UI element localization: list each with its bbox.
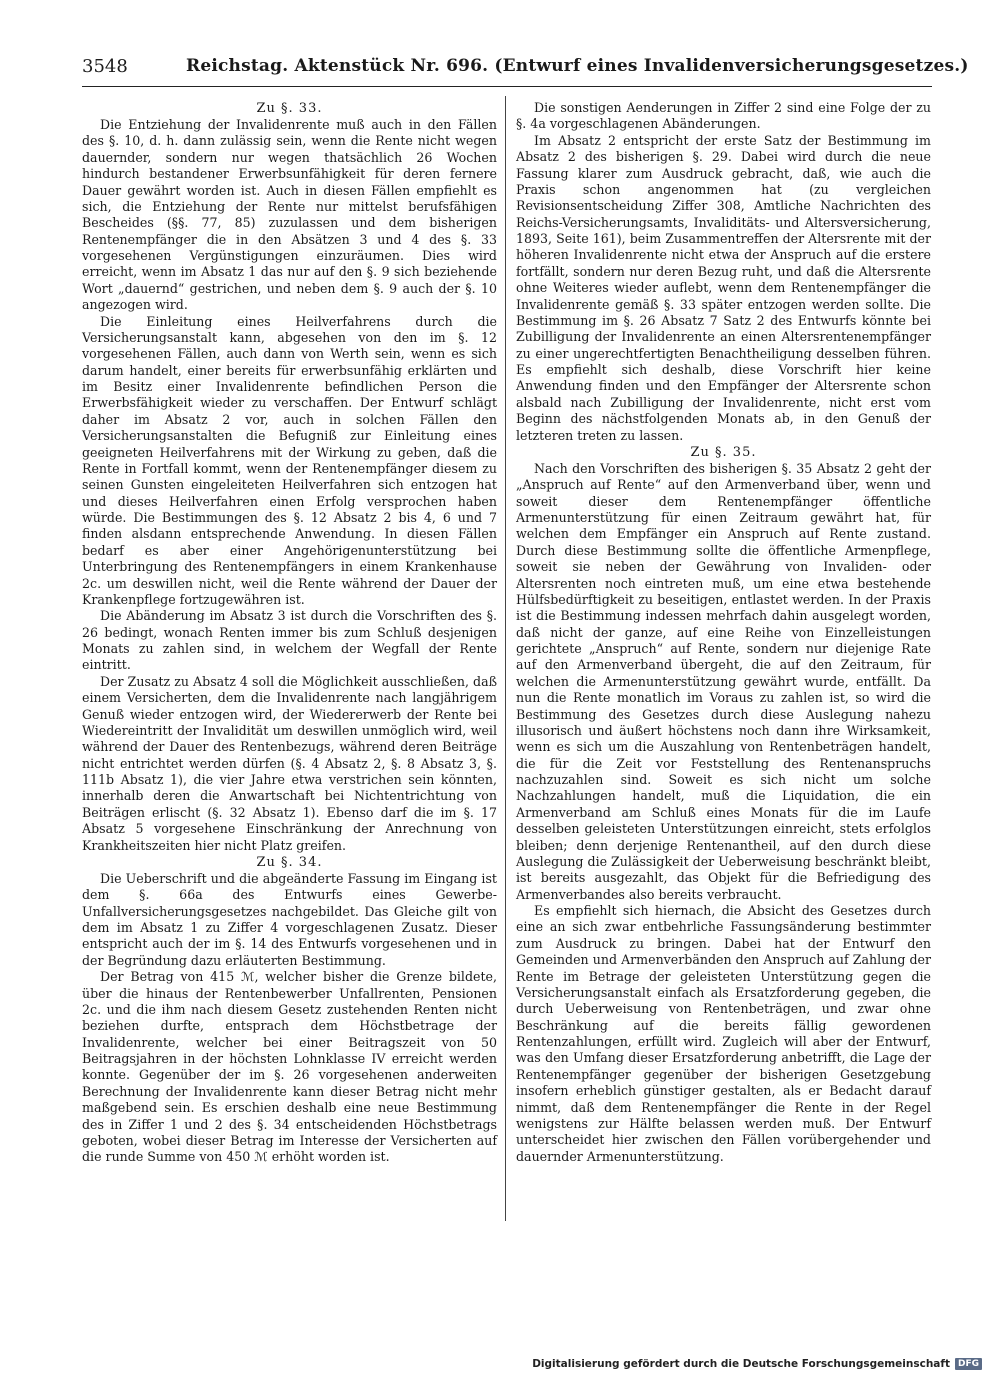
paragraph: Nach den Vorschriften des bisherigen §. 35 Absatz 2 geht der „Anspruch auf Rente“ auf den Armenverband über, wenn und soweit dieser dem Rentenempfänger öffentliche Armenunterstützung für einen Zeitraum gewährt hat, für welchen dem Empfänger ein Anspruch auf Rente zustand. Durch diese Bestimmung sollte die öffentliche Armenpflege, soweit sie neben der Gewährung von Invaliden- oder Altersrenten noch eintreten muß, um eine etwa bestehende Hülfsbedürftigkeit zu beseitigen, entlastet werden. In der Praxis ist die Bestimmung indessen mehrfach dahin ausgelegt worden, daß nicht der ganze, auf eine Reihe von Einzelleistungen gerichtete „Anspruch“ auf Rente, sondern nur diejenige Rate auf den Armenverband übergeht, die auf den Zeitraum, für welchen die Armenunterstützung gewährt wurde, entfällt. Da nun die Rente monatlich im Voraus zu zahlen ist, so wird die Bestimmung des Gesetzes durch diese Auslegung nahezu illusorisch und äußert höchstens noch dann ihre Wirksamkeit, wenn es sich um die Auszahlung von Rentenbeträgen handelt, die für die Zeit vor Feststellung des Rentenanspruchs nachzuzahlen sind. Soweit es sich nicht um solche Nachzahlungen handelt, muß die Liquidation, die ein Armenverband am Schluß eines Monats für die im Laufe desselben geleisteten Unterstützungen einreicht, stets erfolglos bleiben; denn derjenige Rentenantheil, auf den durch diese Auslegung die Zulässigkeit der Ueberweisung beschränkt bleibt, ist bereits ausgezahlt, das Objekt für die Befriedigung des Armenverbandes also bereits verbraucht. bbox=[516, 460, 931, 902]
header-rule bbox=[82, 86, 932, 87]
footer-note: Digitalisierung gefördert durch die Deutsche Forschungsgemeinschaft bbox=[532, 1358, 950, 1370]
right-column bbox=[516, 100, 931, 1165]
paragraph: Der Zusatz zu Absatz 4 soll die Möglichkeit ausschließen, daß einem Versicherten, dem die Invalidenrente nach langjährigem Genuß wieder entzogen wird, der Wiedererwerb der Rente bei Wiedereintritt der Invalidität um deswillen unmöglich wird, weil während der Dauer des Rentenbezugs, während deren Beiträge nicht entrichtet werden dürfen (§. 4 Absatz 2, §. 8 Absatz 3, §. 111b Absatz 1), die vier Jahre etwa verstrichen sein könnten, innerhalb deren die Anwartschaft bei Nichtentrichtung von Beiträgen erlischt (§. 32 Absatz 1). Ebenso darf die im §. 17 Absatz 5 vorgesehene Einschränkung der Anrechnung von Krankheitszeiten hier nicht Platz greifen. bbox=[82, 673, 497, 853]
paragraph: Es empfiehlt sich hiernach, die Absicht des Gesetzes durch eine an sich zwar entbehrliche Fassungsänderung bestimmter zum Ausdruck zu bringen. Dabei hat der Entwurf den Gemeinden und Armenverbänden den Anspruch auf Zahlung der Rente im Betrage der geleisteten Unterstützung gegen die Versicherungsanstalt einfach als Ersatzforderung gegeben, die durch Ueberweisung von Rentenbeträgen, und zwar ohne Beschränkung auf die bereits fällig gewordenen Rentenzahlungen, erfüllt wird. Zugleich will aber der Entwurf, was den Umfang dieser Ersatzforderung anbetrifft, die Lage der Rentenempfänger gegenüber der bisherigen Gesetzgebung insofern erheblich günstiger gestalten, als er Bedacht darauf nimmt, daß dem Rentenempfänger die Rente in der Regel wenigstens zur Hälfte belassen werden muß. Der Entwurf unterscheidet hier zwischen den Fällen vorübergehender und dauernder Armenunterstützung. bbox=[516, 903, 931, 1164]
paragraph: Der Betrag von 415 ℳ, welcher bisher die Grenze bildete, über die hinaus der Rentenbewerber Unfallrenten, Pensionen 2c. und die ihm nach diesem Gesetz zustehenden Renten nicht beziehen durfte, entsprach dem Höchstbetrage der Invalidenrente, welcher bei einer Beitragszeit von 50 Beitragsjahren in der höchsten Lohnklasse IV erreicht werden konnte. Gegenüber der im §. 26 vorgesehenen anderweiten Berechnung der Invalidenrente kann dieser Betrag nicht mehr maßgebend sein. Es erschien deshalb eine neue Bestimmung des in Ziffer 1 und 2 des §. 34 entscheidenden Höchstbetrags geboten, wobei dieser Betrag im Interesse der Versicherten auf die runde Summe von 450 ℳ erhöht worden ist. bbox=[82, 969, 497, 1165]
paragraph: Die Ueberschrift und die abgeänderte Fassung im Eingang ist dem §. 66a des Entwurfs eines Gewerbe-Unfallversicherungsgesetzes nachgebildet. Das Gleiche gilt von dem im Absatz 1 zu Ziffer 4 vorgeschlagenen Zusatz. Dieser entspricht auch der im §. 14 des Entwurfs vorgesehenen und in der Begründung dazu erläuterten Bestimmung. bbox=[82, 870, 497, 968]
paragraph: Die Entziehung der Invalidenrente muß auch in den Fällen des §. 10, d. h. dann zulässig sein, wenn die Rente nicht wegen dauernder, sondern nur wegen thatsächlich 26 Wochen hindurch bestandener Erwerbsunfähigkeit für deren fernere Dauer gewährt worden ist. Auch in diesen Fällen empfiehlt es sich, die Entziehung der Rente nur mittelst berufsfähigen Bescheides (§§. 77, 85) zuzulassen und dem bisherigen Rentenempfänger die in den Absätzen 3 und 4 des §. 33 vorgesehenen Vergünstigungen einzuräumen. Dies wird erreicht, wenn im Absatz 1 das nur auf den §. 9 sich beziehende Wort „dauernd“ gestrichen, und neben dem §. 9 auch der §. 10 angezogen wird. bbox=[82, 117, 497, 313]
paragraph: Im Absatz 2 entspricht der erste Satz der Bestimmung im Absatz 2 des bisherigen §. 29. Dabei wird durch die neue Fassung klarer zum Ausdruck gebracht, daß, wie auch die Praxis schon angenommen hat (zu vergleichen Revisionsentscheidung Ziffer 308, Amtliche Nachrichten des Reichs-Versicherungsamts, Invaliditäts- und Altersversicherung, 1893, Seite 161), beim Zusammentreffen der Altersrente mit der höheren Invalidenrente nicht etwa der Anspruch auf die erstere fortfällt, sondern nur deren Bezug ruht, und daß die Altersrente ohne Weiteres wieder auflebt, wenn dem Rentenempfänger die Invalidenrente gemäß §. 33 später entzogen werden sollte. Die Bestimmung im §. 26 Absatz 7 Satz 2 des Entwurfs könnte bei Zubilligung der Invalidenrente an einen Altersrentenempfänger zu einer ungerechtfertigten Benachtheiligung desselben führen. Es empfiehlt sich deshalb, diese Vorschrift hier keine Anwendung finden und den Empfänger der Altersrente schon alsbald nach Zubilligung der Invalidenrente, nicht erst vom Beginn des nächstfolgenden Monats ab, in den Genuß der letzteren treten zu lassen. bbox=[516, 132, 931, 443]
section-heading: Zu §. 34. bbox=[256, 854, 323, 870]
page-header bbox=[82, 56, 969, 80]
digitization-footer bbox=[532, 1356, 982, 1372]
paragraph: Die Einleitung eines Heilverfahrens durch die Versicherungsanstalt kann, abgesehen von den im §. 12 vorgesehenen Fällen, auch dann von Werth sein, wenn es sich darum handelt, einer bereits für erwerbsunfähig erklärten und im Besitz einer Invalidenrente befindlichen Person die Erwerbsfähigkeit wieder zu verschaffen. Der Entwurf schlägt daher im Absatz 2 vor, auch in solchen Fällen den Versicherungsanstalten die Befugniß zur Einleitung eines geeigneten Heilverfahrens mit der Wirkung zu geben, daß die Rente in Fortfall kommt, wenn der Rentenempfänger diesem zu seinen Gunsten eingeleiteten Heilverfahren sich entzogen hat und dieses Heilverfahren einen Erfolg versprochen haben würde. Die Bestimmungen des §. 12 Absatz 2 bis 4, 6 und 7 finden alsdann entsprechende Anwendung. In diesen Fällen bedarf es aber einer Angehörigenunterstützung bei Unterbringung des Rentenempfängers in einem Krankenhause 2c. um deswillen nicht, weil die Rente während der Dauer der Krankenpflege fortzugewähren ist. bbox=[82, 313, 497, 607]
section-heading: Zu §. 35. bbox=[690, 444, 757, 460]
left-column bbox=[82, 100, 497, 1166]
section-heading: Zu §. 33. bbox=[256, 101, 323, 116]
paragraph: Die sonstigen Aenderungen in Ziffer 2 sind eine Folge der zu §. 4a vorgeschlagenen Abänderungen. bbox=[516, 100, 931, 132]
running-title: Reichstag. Aktenstück Nr. 696. (Entwurf eines Invalidenversicherungsgesetzes.) bbox=[186, 56, 969, 76]
paragraph: Die Abänderung im Absatz 3 ist durch die Vorschriften des §. 26 bedingt, wonach Renten immer bis zum Schluß desjenigen Monats zu zahlen sind, in welchem der Wegfall der Rente eintritt. bbox=[82, 608, 497, 673]
column-divider bbox=[505, 96, 506, 1221]
dfg-logo-icon: DFG bbox=[955, 1358, 982, 1370]
page-number: 3548 bbox=[82, 56, 128, 77]
